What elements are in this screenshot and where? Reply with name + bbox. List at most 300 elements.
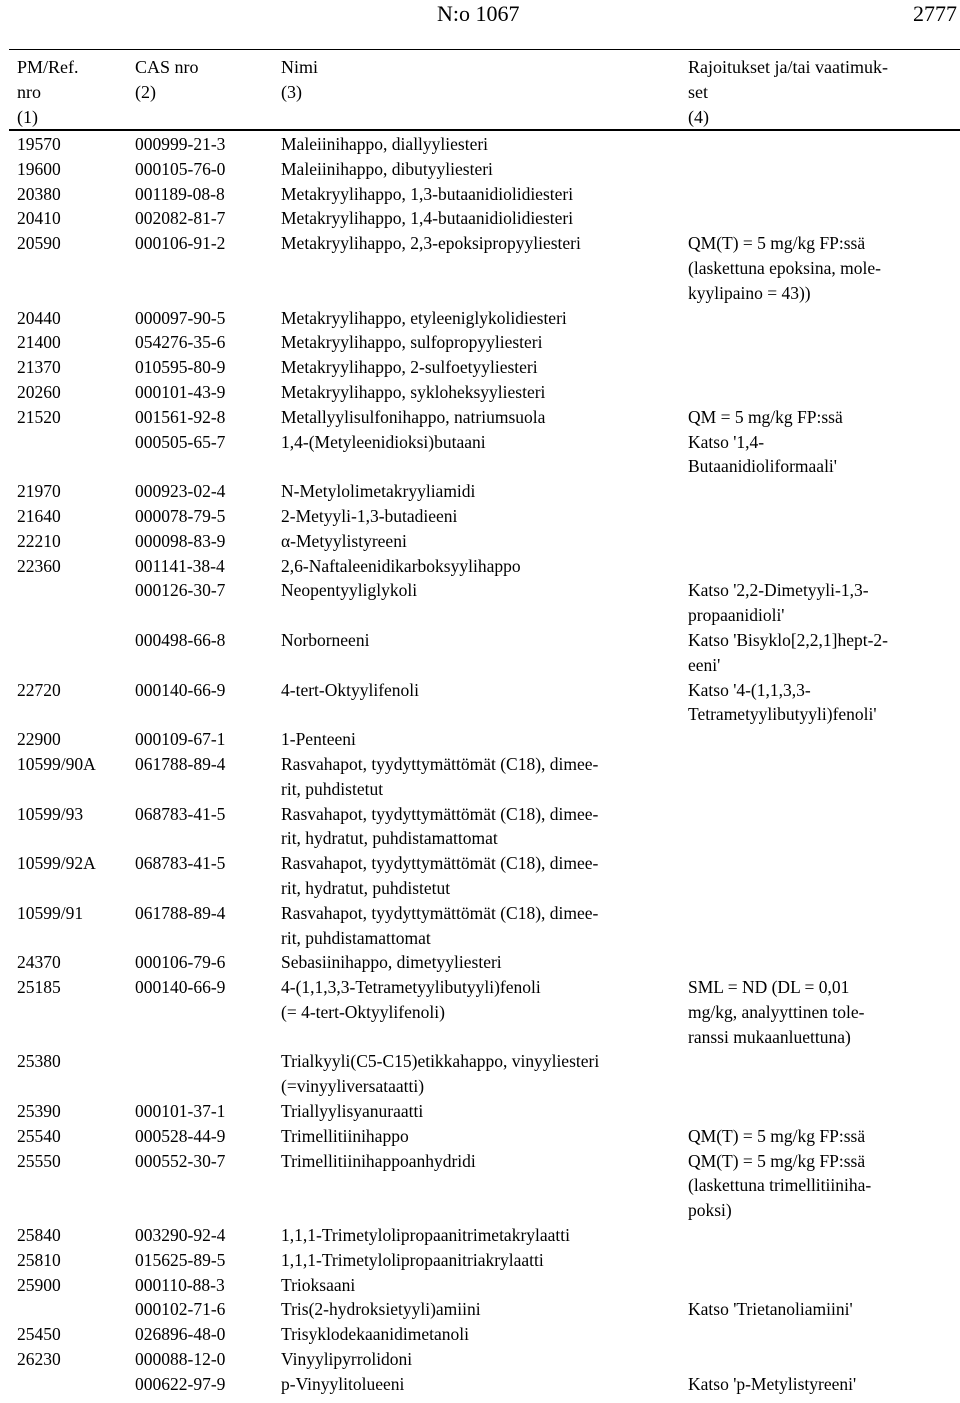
cas-cell [135,1124,281,1149]
ref-cell [0,405,135,430]
table-header [0,55,960,129]
ref-cell [0,1124,135,1149]
table-row [0,578,960,628]
cas-cell-text: 000999-21-3 [135,134,226,154]
ref-cell [0,306,135,331]
name-cell [281,231,688,305]
restriction-cell-text: Katso '4-(1,1,3,3- Tetrametyylibutyyli)fenoli' [688,679,877,725]
ref-cell-text: 25840 [17,1225,61,1246]
ref-cell [0,355,135,380]
table-row [0,901,960,951]
name-cell [281,132,688,157]
cas-cell [135,157,281,182]
cas-cell-text: 000106-91-2 [135,233,226,254]
table-row [0,1124,960,1149]
ref-cell-text: 21370 [17,357,61,378]
table-row [0,1049,960,1099]
cas-cell [135,330,281,355]
ref-cell-text: 25900 [17,1274,61,1295]
cas-cell [135,1372,281,1397]
cas-cell-text: 003290-92-4 [135,1225,226,1246]
ref-cell-text: 22210 [17,530,61,551]
table-row [0,975,960,1049]
header-restrictions: Rajoitukset ja/tai vaatimuk- set (4) [688,57,888,127]
cas-cell [135,1347,281,1372]
name-cell-text: Rasvahapot, tyydyttymättömät (C18), dimee- rit, hydratut, puhdistamattomat [281,803,599,849]
cas-cell [135,479,281,504]
ref-cell-text: 25810 [17,1249,61,1270]
cas-cell [135,1049,281,1099]
ref-cell [0,206,135,231]
ref-cell [0,851,135,901]
table-row [0,380,960,405]
ref-cell-text: 21640 [17,505,61,526]
name-cell-text: 2-Metyyli-1,3-butadieeni [281,505,458,526]
cas-cell [135,554,281,579]
name-cell [281,752,688,802]
cas-cell-text: 054276-35-6 [135,332,226,353]
table-row [0,1223,960,1248]
table-row [0,405,960,430]
restriction-cell [688,330,960,355]
restriction-cell [688,355,960,380]
ref-cell [0,628,135,678]
table-row [0,678,960,728]
table-row [0,1322,960,1347]
cas-cell-text: 001561-92-8 [135,406,226,427]
restriction-cell-text: QM(T) = 5 mg/kg FP:ssä [688,1125,866,1146]
restriction-cell [688,752,960,802]
ref-cell [0,529,135,554]
ref-cell-text: 25450 [17,1324,61,1345]
name-cell [281,1248,688,1273]
name-cell-text: Metakryylihappo, 2,3-epoksipropyyliesteri [281,233,581,254]
table-row [0,306,960,331]
cas-cell [135,355,281,380]
restriction-cell [688,306,960,331]
restriction-cell [688,727,960,752]
name-cell [281,1149,688,1223]
name-cell [281,182,688,207]
cas-cell [135,752,281,802]
name-cell-text: Trioksaani [281,1274,356,1295]
cas-cell [135,529,281,554]
name-cell-text: Rasvahapot, tyydyttymättömät (C18), dimee- rit, puhdistetut [281,753,599,799]
ref-cell-text: 24370 [17,952,61,973]
ref-cell-text: 20410 [17,208,61,229]
table-row [0,950,960,975]
ref-cell [0,554,135,579]
name-cell-text: Trisyklodekaanidimetanoli [281,1324,469,1345]
name-cell-text: Metallyylisulfonihappo, natriumsuola [281,406,546,427]
ref-cell-text: 10599/91 [17,902,84,923]
ref-cell [0,157,135,182]
name-cell-text: Sebasiinihappo, dimetyyliesteri [281,952,502,973]
ref-cell [0,578,135,628]
name-cell-text: Maleiinihappo, diallyyliesteri [281,134,489,154]
cas-cell [135,851,281,901]
cas-cell [135,678,281,728]
ref-cell [0,1099,135,1124]
cas-cell [135,405,281,430]
restriction-cell [688,231,960,305]
cas-cell-text: 010595-80-9 [135,357,226,378]
restriction-cell [688,1124,960,1149]
cas-cell-text: 000923-02-4 [135,481,226,502]
name-cell-text: Norborneeni [281,629,370,650]
name-cell-text: Tris(2-hydroksietyyli)amiini [281,1299,481,1320]
restriction-cell [688,430,960,480]
restriction-cell [688,380,960,405]
restriction-cell-text: QM(T) = 5 mg/kg FP:ssä (laskettuna epoksina, mole- kyylipaino = 43)) [688,233,881,303]
document-number: N:o 1067 [437,1,520,26]
restriction-cell [688,1248,960,1273]
name-cell [281,851,688,901]
cas-cell [135,975,281,1049]
restriction-cell-text: QM(T) = 5 mg/kg FP:ssä (laskettuna trimellitiiniha- poksi) [688,1150,872,1221]
restriction-cell [688,1322,960,1347]
name-cell [281,330,688,355]
name-cell [281,529,688,554]
name-cell-text: 1-Penteeni [281,729,356,750]
ref-cell-text: 25550 [17,1150,61,1171]
name-cell-text: 4-tert-Oktyylifenoli [281,679,420,700]
restriction-cell [688,1347,960,1372]
name-cell-text: Maleiinihappo, dibutyyliesteri [281,158,493,179]
name-cell [281,975,688,1049]
name-cell-text: 2,6-Naftaleenidikarboksyylihappo [281,555,521,576]
name-cell-text: Rasvahapot, tyydyttymättömät (C18), dimee- rit, puhdistamattomat [281,902,599,948]
name-cell [281,479,688,504]
table-row [0,1149,960,1223]
restriction-cell [688,1099,960,1124]
cas-cell [135,1322,281,1347]
cas-cell [135,628,281,678]
name-cell-text: Metakryylihappo, sykloheksyyliesteri [281,381,546,402]
restriction-cell [688,1049,960,1099]
table-row [0,182,960,207]
ref-cell [0,975,135,1049]
table-row [0,206,960,231]
cas-cell-text: 000126-30-7 [135,580,226,601]
restriction-cell [688,628,960,678]
name-cell [281,1297,688,1322]
cas-cell-text: 000097-90-5 [135,307,226,328]
restriction-cell [688,975,960,1049]
name-cell-text: 4-(1,1,3,3-Tetrametyylibutyyli)fenoli (= 4-tert-Oktyylifenoli) [281,977,541,1022]
ref-cell [0,380,135,405]
ref-cell-text: 10599/92A [17,853,96,874]
ref-cell [0,1273,135,1298]
ref-cell-text: 25390 [17,1101,61,1122]
name-cell [281,950,688,975]
header-cas-number: CAS nro (2) [135,57,199,102]
cas-cell-text: 001189-08-8 [135,183,225,204]
name-cell [281,430,688,480]
name-cell [281,157,688,182]
name-cell [281,504,688,529]
ref-cell-text: 10599/93 [17,803,84,824]
ref-cell [0,1347,135,1372]
name-cell-text: Trimellitiinihappo [281,1125,409,1146]
page-number: 2777 [913,1,957,26]
header-divider [9,129,960,131]
cas-cell [135,306,281,331]
cas-cell-text: 000140-66-9 [135,977,226,998]
table-row [0,1099,960,1124]
ref-cell-text: 20380 [17,183,61,204]
ref-cell-text: 22900 [17,729,61,750]
ref-cell [0,802,135,852]
name-cell [281,355,688,380]
cas-cell [135,901,281,951]
restriction-cell-text: Katso 'Bisyklo[2,2,1]hept-2- eeni' [688,629,889,675]
restriction-cell [688,678,960,728]
restriction-cell [688,950,960,975]
cas-cell [135,950,281,975]
ref-cell-text: 26230 [17,1349,61,1370]
table-row [0,330,960,355]
restriction-cell [688,1297,960,1322]
restriction-cell [688,554,960,579]
cas-cell [135,1248,281,1273]
cas-cell [135,132,281,157]
ref-cell [0,1372,135,1397]
restriction-cell [688,405,960,430]
name-cell [281,306,688,331]
name-cell [281,405,688,430]
cas-cell-text: 000106-79-6 [135,952,226,973]
name-cell-text: Metakryylihappo, etyleeniglykolidiesteri [281,307,567,328]
ref-cell [0,1297,135,1322]
table-row [0,504,960,529]
cas-cell-text: 000088-12-0 [135,1349,226,1370]
cas-cell-text: 000109-67-1 [135,729,226,750]
cas-cell-text: 000140-66-9 [135,679,226,700]
cas-cell-text: 061788-89-4 [135,902,226,923]
restriction-cell [688,479,960,504]
name-cell [281,901,688,951]
ref-cell [0,1223,135,1248]
name-cell [281,1049,688,1099]
name-cell-text: Metakryylihappo, sulfopropyyliesteri [281,332,543,353]
cas-cell [135,727,281,752]
restriction-cell [688,578,960,628]
ref-cell [0,901,135,951]
name-cell-text: Trimellitiinihappoanhydridi [281,1150,476,1171]
restriction-cell-text: Katso 'Trietanoliamiini' [688,1299,853,1320]
name-cell-text: Triallyylisyanuraatti [281,1101,424,1122]
restriction-cell [688,206,960,231]
ref-cell-text: 10599/90A [17,753,96,774]
cas-cell [135,1099,281,1124]
top-divider [9,49,960,50]
restriction-cell [688,157,960,182]
cas-cell-text: 061788-89-4 [135,753,226,774]
restriction-cell [688,802,960,852]
cas-cell [135,1149,281,1223]
name-cell [281,678,688,728]
restriction-cell [688,1273,960,1298]
ref-cell-text: 25380 [17,1051,61,1072]
restriction-cell [688,529,960,554]
header-name: Nimi (3) [281,57,319,102]
ref-cell [0,752,135,802]
cas-cell [135,182,281,207]
name-cell-text: 1,4-(Metyleenidioksi)butaani [281,431,486,452]
name-cell-text: α-Metyylistyreeni [281,530,407,551]
name-cell-text: N-Metylolimetakryyliamidi [281,481,476,502]
restriction-cell-text: Katso '1,4- Butaanidioliformaali' [688,431,837,477]
table-row [0,355,960,380]
ref-cell [0,132,135,157]
ref-cell-text: 25185 [17,977,61,998]
ref-cell-text: 22360 [17,555,61,576]
name-cell [281,380,688,405]
name-cell-text: 1,1,1-Trimetylolipropaanitriakrylaatti [281,1249,544,1270]
name-cell [281,1347,688,1372]
cas-cell [135,802,281,852]
name-cell-text: Neopentyyliglykoli [281,580,418,601]
cas-cell-text: 000101-43-9 [135,381,226,402]
table-row [0,554,960,579]
ref-cell [0,678,135,728]
cas-cell [135,1273,281,1298]
ref-cell [0,1049,135,1099]
cas-cell [135,1297,281,1322]
table-row [0,1347,960,1372]
cas-cell-text: 000498-66-8 [135,629,226,650]
ref-cell-text: 25540 [17,1125,61,1146]
restriction-cell [688,182,960,207]
cas-cell-text: 001141-38-4 [135,555,225,576]
cas-cell-text: 000101-37-1 [135,1101,226,1122]
table-row [0,231,960,305]
name-cell [281,1273,688,1298]
cas-cell [135,430,281,480]
ref-cell-text: 19570 [17,134,61,154]
restriction-cell [688,504,960,529]
restriction-cell [688,1223,960,1248]
name-cell-text: Rasvahapot, tyydyttymättömät (C18), dimee- rit, hydratut, puhdistetut [281,853,599,898]
name-cell-text: Trialkyyli(C5-C15)etikkahappo, vinyyliesteri (=vinyyliversataatti) [281,1051,600,1097]
name-cell [281,1372,688,1397]
cas-cell-text: 015625-89-5 [135,1249,226,1270]
table-row [0,752,960,802]
table-row [0,1273,960,1298]
restriction-cell [688,1149,960,1223]
table-row [0,1297,960,1322]
name-cell [281,578,688,628]
cas-cell [135,504,281,529]
ref-cell-text: 20590 [17,233,61,254]
name-cell [281,1124,688,1149]
name-cell [281,206,688,231]
cas-cell-text: 000102-71-6 [135,1299,226,1320]
restriction-cell-text: Katso '2,2-Dimetyyli-1,3- propaanidioli' [688,580,869,626]
name-cell [281,1322,688,1347]
name-cell-text: p-Vinyylitolueeni [281,1373,405,1394]
ref-cell-text: 22720 [17,679,61,700]
table-row [0,1248,960,1273]
table-row [0,479,960,504]
name-cell-text: Metakryylihappo, 1,3-butaanidiolidiesteri [281,183,574,204]
ref-cell [0,182,135,207]
restriction-cell [688,1372,960,1397]
cas-cell-text: 002082-81-7 [135,208,226,229]
ref-cell-text: 21520 [17,406,61,427]
table-row [0,157,960,182]
name-cell-text: Metakryylihappo, 2-sulfoetyyliesteri [281,357,538,378]
cas-cell-text: 000552-30-7 [135,1150,226,1171]
cas-cell [135,1223,281,1248]
restriction-cell-text: SML = ND (DL = 0,01 mg/kg, analyyttinen tole- ranssi mukaanluettuna) [688,977,865,1047]
cas-cell-text: 000098-83-9 [135,530,226,551]
cas-cell-text: 000622-97-9 [135,1373,226,1394]
name-cell-text: 1,1,1-Trimetylolipropaanitrimetakrylaatti [281,1225,571,1246]
substance-table [0,132,960,1397]
ref-cell [0,1322,135,1347]
cas-cell-text: 026896-48-0 [135,1324,226,1345]
header-ref-number: PM/Ref. nro (1) [17,57,79,127]
ref-cell [0,231,135,305]
ref-cell [0,1248,135,1273]
table-row [0,132,960,157]
restriction-cell [688,132,960,157]
ref-cell [0,504,135,529]
name-cell-text: Metakryylihappo, 1,4-butaanidiolidiesteri [281,208,574,229]
ref-cell-text: 21970 [17,481,61,502]
table-row [0,802,960,852]
restriction-cell-text: QM = 5 mg/kg FP:ssä [688,406,843,427]
cas-cell [135,578,281,628]
ref-cell [0,430,135,480]
cas-cell-text: 000505-65-7 [135,431,226,452]
table-row [0,851,960,901]
ref-cell-text: 20440 [17,307,61,328]
ref-cell [0,950,135,975]
cas-cell [135,206,281,231]
table-row [0,727,960,752]
cas-cell-text: 068783-41-5 [135,853,226,874]
name-cell [281,1099,688,1124]
ref-cell-text: 20260 [17,381,61,402]
cas-cell-text: 000110-88-3 [135,1274,225,1295]
name-cell-text: Vinyylipyrrolidoni [281,1349,413,1370]
name-cell [281,628,688,678]
ref-cell-text: 19600 [17,158,61,179]
table-row [0,430,960,480]
ref-cell [0,479,135,504]
cas-cell [135,380,281,405]
ref-cell-text: 21400 [17,332,61,353]
name-cell [281,802,688,852]
ref-cell [0,1149,135,1223]
cas-cell-text: 068783-41-5 [135,803,226,824]
restriction-cell-text: Katso 'p-Metylistyreeni' [688,1373,857,1394]
ref-cell [0,727,135,752]
name-cell [281,727,688,752]
table-row [0,529,960,554]
cas-cell-text: 000105-76-0 [135,158,226,179]
restriction-cell [688,901,960,951]
cas-cell [135,231,281,305]
cas-cell-text: 000528-44-9 [135,1125,226,1146]
table-row [0,1372,960,1397]
restriction-cell [688,851,960,901]
ref-cell [0,330,135,355]
name-cell [281,554,688,579]
